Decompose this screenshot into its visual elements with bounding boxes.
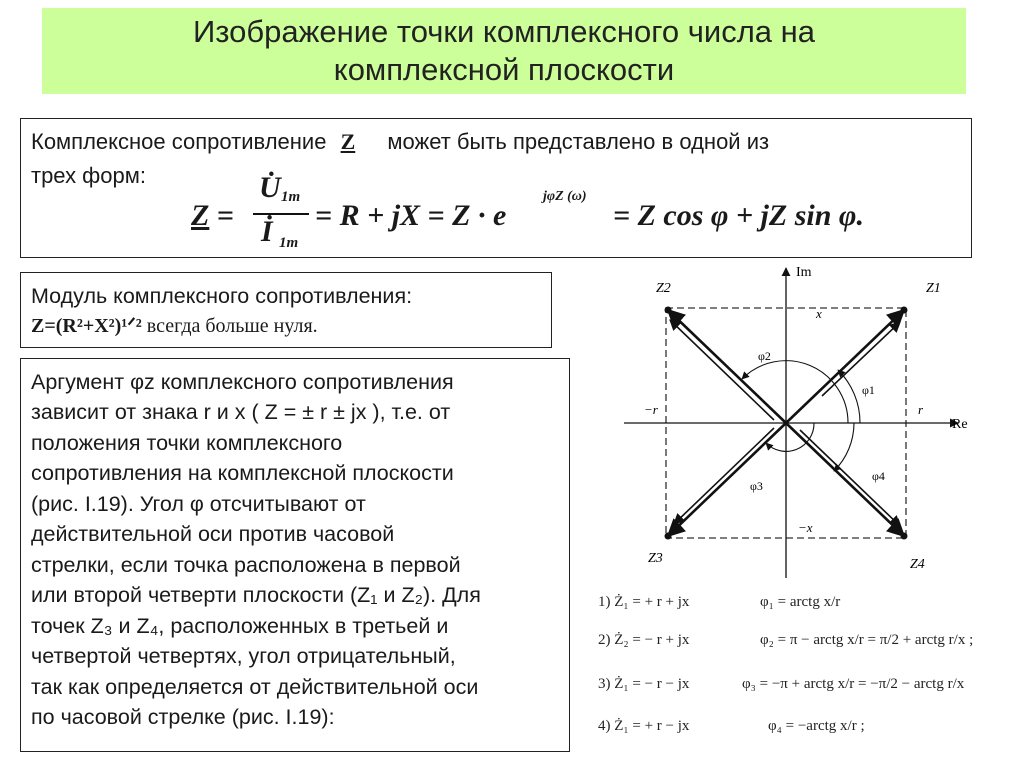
argument-line: или второй четверти плоскости (Z₁ и Z₂). Для [31, 583, 481, 607]
label-z1: Z1 [926, 281, 941, 296]
label-r-pos: r [918, 402, 924, 417]
equation-right-4: φ₄ = −arctg x/r ; [768, 718, 865, 734]
equation-left-1: 1) Ż₁ = + r + jx [598, 594, 690, 610]
label-phi4: φ4 [872, 469, 885, 483]
intro-text-before: Комплексное сопротивление [31, 129, 327, 154]
title-banner [42, 8, 966, 94]
parallel-arrow-z1 [822, 322, 900, 396]
equation-left-3: 3) Ż₁ = − r − jx [598, 676, 690, 692]
argument-line: (рис. I.19). Угол φ отсчитывают от [31, 492, 366, 516]
modulus-line-1: Модуль комплексного сопротивления: [31, 284, 413, 308]
parallel-arrow-z2 [670, 320, 774, 420]
equation-left-4: 4) Ż₁ = + r − jx [598, 718, 690, 734]
formula-tail: = Z cos φ + jZ sin φ. [613, 199, 864, 232]
equation-right-1: φ₁ = arctg x/r [760, 594, 841, 610]
modulus-formula: Z=(R²+X²)¹ᐟ² [31, 315, 142, 337]
formula-rest: = R + jX = Z · e [315, 199, 507, 232]
formula-lhs: Z [191, 199, 210, 232]
argument-line: по часовой стрелке (рис. I.19): [31, 705, 335, 729]
argument-line: зависит от знака r и x ( Z = ± r ± jx ), т.е. от [31, 400, 451, 424]
argument-line: сопротивления на комплексной плоскости [31, 461, 454, 485]
label-x-neg: −x [798, 520, 813, 535]
point-z4 [901, 533, 908, 540]
complex-plane-diagram [610, 262, 990, 584]
equation-right-3: φ₃ = −π + arctg x/r = −π/2 − arctg r/x [742, 676, 965, 692]
argument-line: четвертой четвертях, угол отрицательный, [31, 644, 456, 668]
formula-denominator: İ [261, 215, 273, 248]
label-z2: Z2 [656, 281, 671, 296]
argument-line: положения точки комплексного [31, 431, 343, 455]
label-z3: Z3 [648, 551, 663, 566]
intro-line-2: трех форм: [31, 163, 146, 188]
label-re: Re [952, 417, 968, 432]
formula-numerator-sub: 1m [281, 189, 301, 205]
argument-line: действительной оси против часовой [31, 522, 395, 546]
modulus-tail: всегда больше нуля. [141, 315, 318, 337]
label-im: Im [796, 265, 812, 280]
argument-line: стрелки, если точка расположена в первой [31, 553, 461, 577]
argument-line: Аргумент φz комплексного сопротивления [31, 370, 454, 394]
argument-box [20, 358, 570, 752]
formula-numerator: U̇ [259, 171, 281, 204]
point-z2 [665, 307, 672, 314]
equation-right-2: φ₂ = π − arctg x/r = π/2 + arctg r/x ; [760, 632, 974, 648]
argument-line: так как определяется от действительной оси [31, 675, 479, 699]
formula-eq: = [217, 199, 235, 232]
label-z4: Z4 [910, 557, 925, 572]
formula-denominator-sub: 1m [279, 235, 299, 251]
label-x-pos: x [816, 306, 822, 321]
title-line-1: Изображение точки комплексного числа на [192, 14, 816, 49]
vector-z3 [668, 423, 786, 536]
formula-fraction [253, 171, 309, 255]
parallel-arrow-z3 [674, 428, 774, 524]
modulus-line-2 [31, 313, 318, 340]
vector-z2 [668, 310, 786, 423]
z-symbol: Z [340, 129, 356, 154]
point-z3 [665, 533, 672, 540]
intro-box [20, 118, 972, 258]
parallel-arrow-z4 [800, 430, 900, 526]
modulus-box [20, 272, 552, 348]
label-phi1: φ1 [862, 383, 875, 397]
intro-text-after: может быть представлено в одной из [387, 129, 770, 154]
intro-line-1 [31, 129, 769, 155]
argument-line: точек Z₃ и Z₄, расположенных в третьей и [31, 614, 449, 638]
point-z1 [901, 307, 908, 314]
arc-phi4 [834, 423, 854, 471]
equation-left-2: 2) Ż₂ = − r + jx [598, 632, 690, 648]
label-r-neg: −r [644, 402, 658, 417]
label-phi3: φ3 [750, 479, 763, 493]
vector-z1 [786, 310, 904, 423]
label-phi2: φ2 [758, 349, 771, 363]
title-line-2: комплексной плоскости [333, 52, 675, 87]
formula-exponent: jφZ (ω) [543, 189, 587, 204]
